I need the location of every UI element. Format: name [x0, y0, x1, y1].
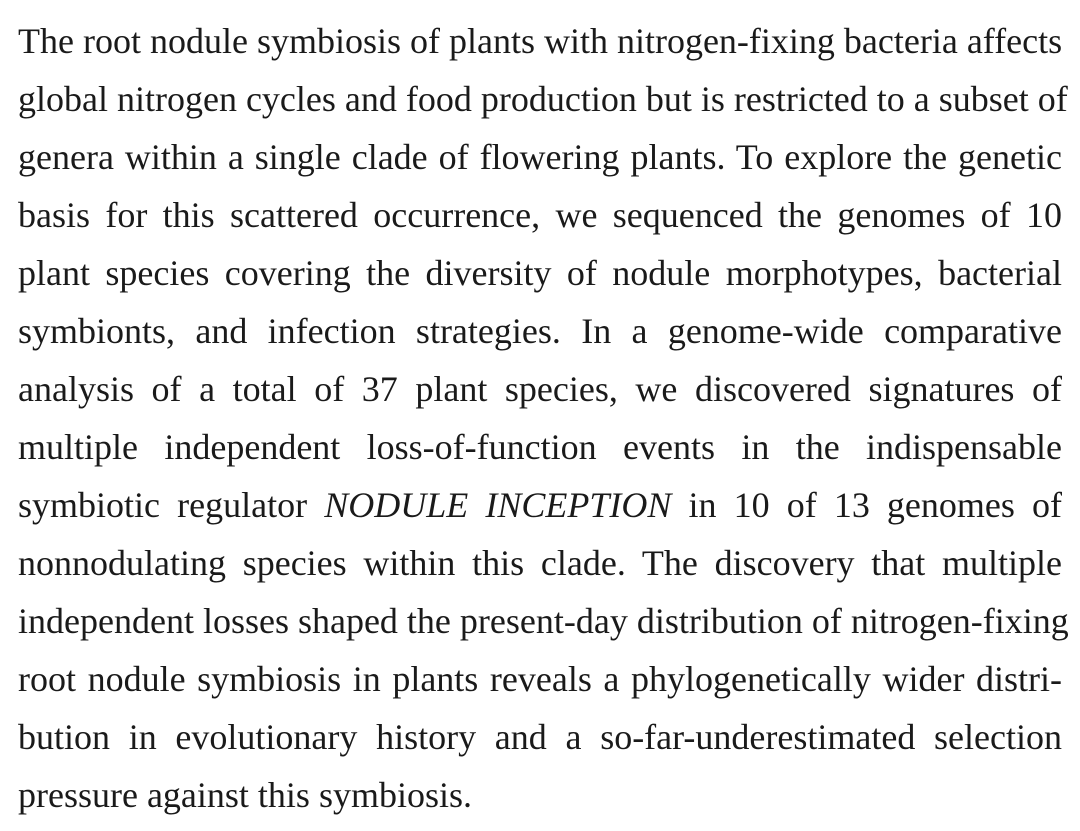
abstract-line-9-post: in 10 of 13 genomes of	[671, 485, 1063, 525]
abstract-line-10: nonnodulating species within this clade. The discovery that multiple	[18, 543, 1062, 583]
abstract-line-13: bution in evolutionary history and a so-far-underestimated selection	[18, 717, 1062, 757]
abstract-line-2: global nitrogen cycles and food production but is restricted to a subset of	[18, 79, 1068, 119]
gene-name-nin: NODULE INCEPTION	[324, 485, 672, 525]
abstract-line-6: symbionts, and infection strategies. In a genome-wide comparative	[18, 311, 1062, 351]
abstract-line-8: multiple independent loss-of-function events in the indispensable	[18, 427, 1062, 467]
abstract-line-12: root nodule symbiosis in plants reveals a phylogenetically wider distri-	[18, 659, 1062, 699]
abstract-line-7: analysis of a total of 37 plant species, we discovered signatures of	[18, 369, 1062, 409]
abstract-line-9	[18, 476, 1062, 534]
abstract-line-4: basis for this scattered occurrence, we sequenced the genomes of 10	[18, 195, 1062, 235]
abstract-line-1: The root nodule symbiosis of plants with nitrogen-fixing bacteria affects	[18, 21, 1063, 61]
abstract-line-3: genera within a single clade of flowering plants. To explore the genetic	[18, 137, 1062, 177]
abstract-line-5: plant species covering the diversity of nodule morphotypes, bacterial	[18, 253, 1062, 293]
abstract-paragraph	[18, 12, 1069, 824]
abstract-line-14: pressure against this symbiosis.	[18, 775, 472, 815]
abstract-line-9-pre: symbiotic regulator	[18, 485, 325, 525]
abstract-line-11: independent losses shaped the present-day distribution of nitrogen-fixing	[18, 601, 1069, 641]
